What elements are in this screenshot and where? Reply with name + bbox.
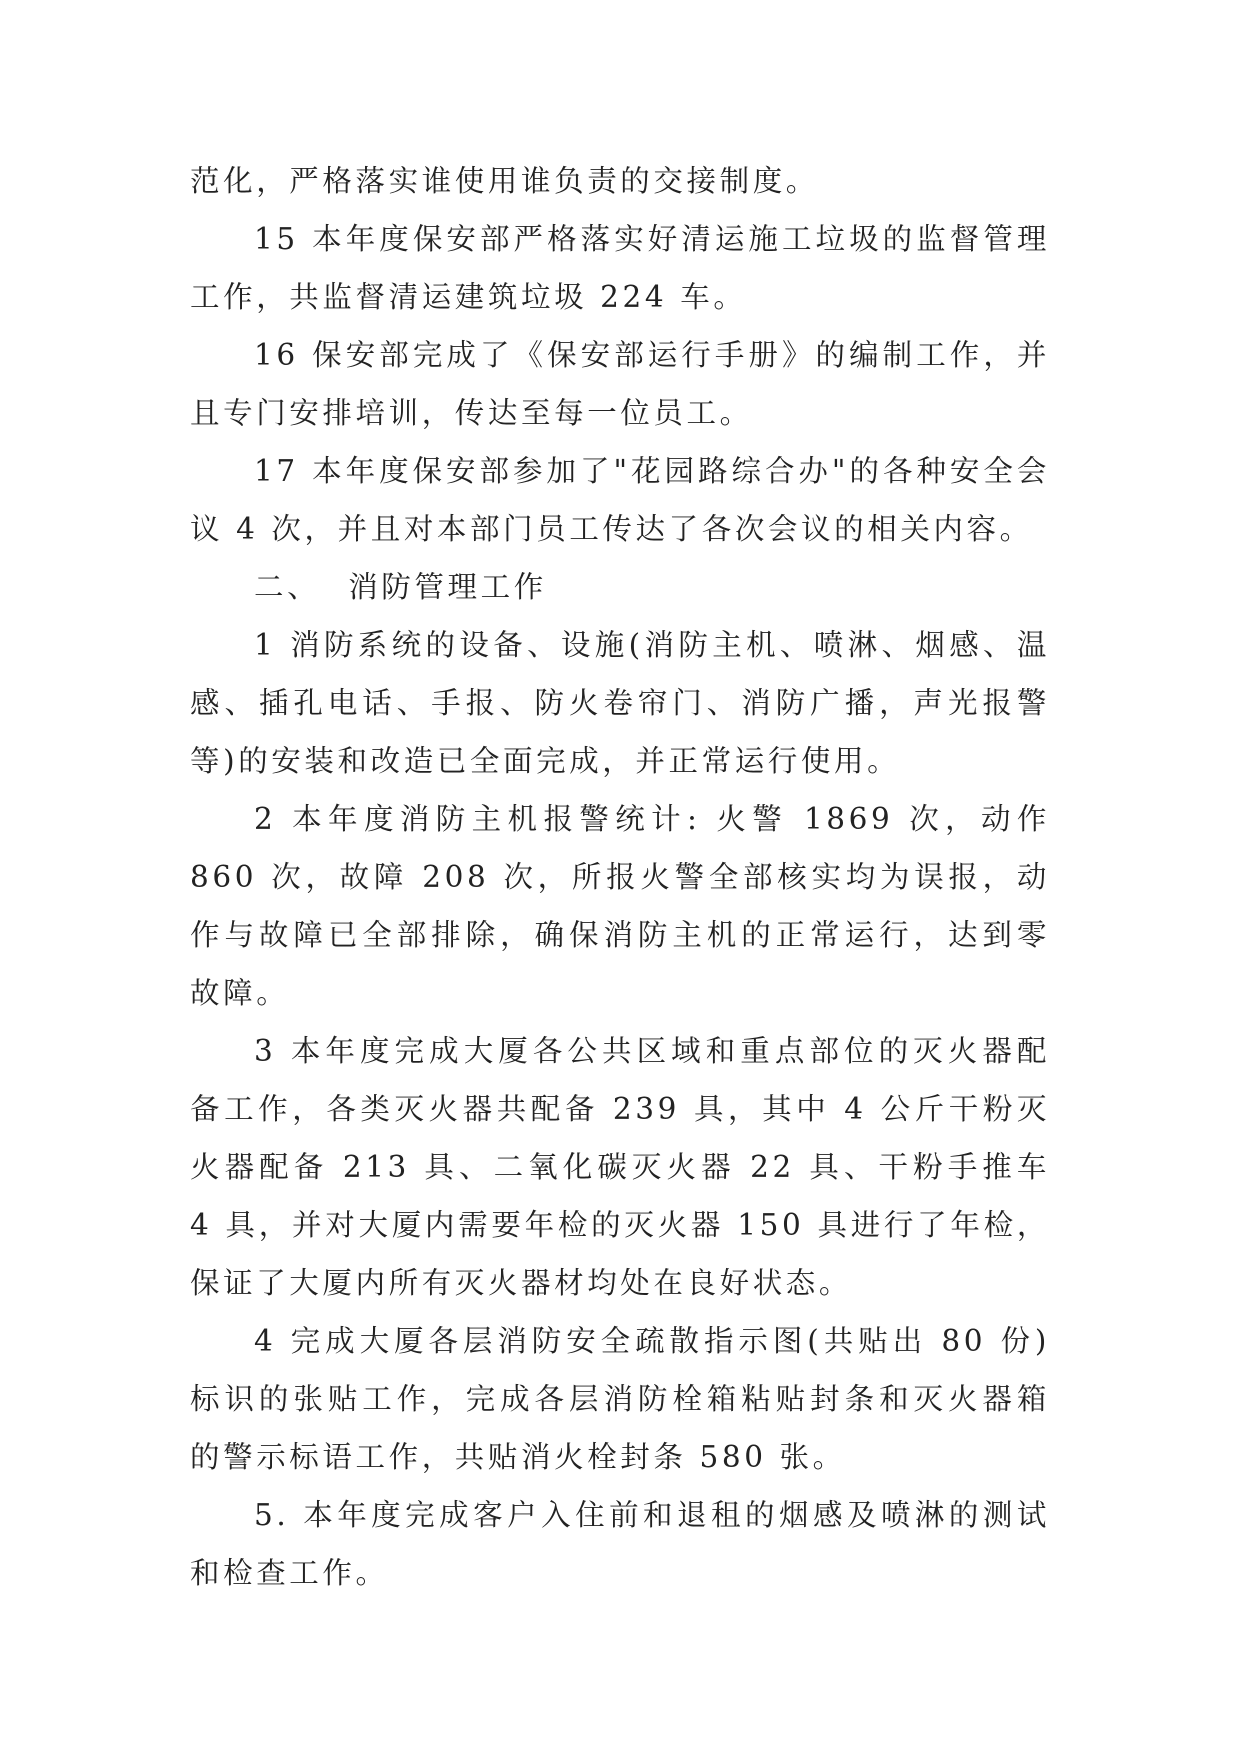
section-paragraph-4: 4 完成大厦各层消防安全疏散指示图(共贴出 80 份)标识的张贴工作，完成各层消防栓箱粘贴封条和灭火器箱的警示标语工作，共贴消火栓封条 580 张。: [190, 1324, 1050, 1474]
paragraph-continued: 范化，严格落实谁使用谁负责的交接制度。: [190, 164, 819, 198]
section-paragraph-2: 2 本年度消防主机报警统计: 火警 1869 次，动作 860 次，故障 208 次，所报火警全部核实均为误报，动作与故障已全部排除，确保消防主机的正常运行，达到零故障。: [190, 802, 1050, 1010]
section-heading-title: 消防管理工作: [348, 570, 547, 604]
section-paragraph-1: 1 消防系统的设备、设施(消防主机、喷淋、烟感、温感、插孔电话、手报、防火卷帘门、消防广播，声光报警等)的安装和改造已全面完成，并正常运行使用。: [190, 628, 1050, 778]
paragraph-item-15: 15 本年度保安部严格落实好清运施工垃圾的监督管理工作，共监督清运建筑垃圾 224 车。: [190, 222, 1050, 314]
section-heading: [190, 558, 1050, 616]
paragraph-item-17: 17 本年度保安部参加了"花园路综合办"的各种安全会议 4 次，并且对本部门员工传达了各次会议的相关内容。: [190, 454, 1050, 546]
document-body: [190, 152, 1050, 1602]
section-heading-number: 二、: [254, 570, 321, 604]
section-paragraph-5: 5. 本年度完成客户入住前和退租的烟感及喷淋的测试和检查工作。: [190, 1498, 1050, 1590]
paragraph-item-16: 16 保安部完成了《保安部运行手册》的编制工作，并且专门安排培训，传达至每一位员工。: [190, 338, 1050, 430]
section-paragraph-3: 3 本年度完成大厦各公共区域和重点部位的灭火器配备工作，各类灭火器共配备 239 具，其中 4 公斤干粉灭火器配备 213 具、二氧化碳灭火器 22 具、干粉手推车 4 具，并对大厦内需要年检的灭火器 150 具进行了年检，保证了大厦内所有灭火器材均处在良好状态。: [190, 1034, 1050, 1300]
